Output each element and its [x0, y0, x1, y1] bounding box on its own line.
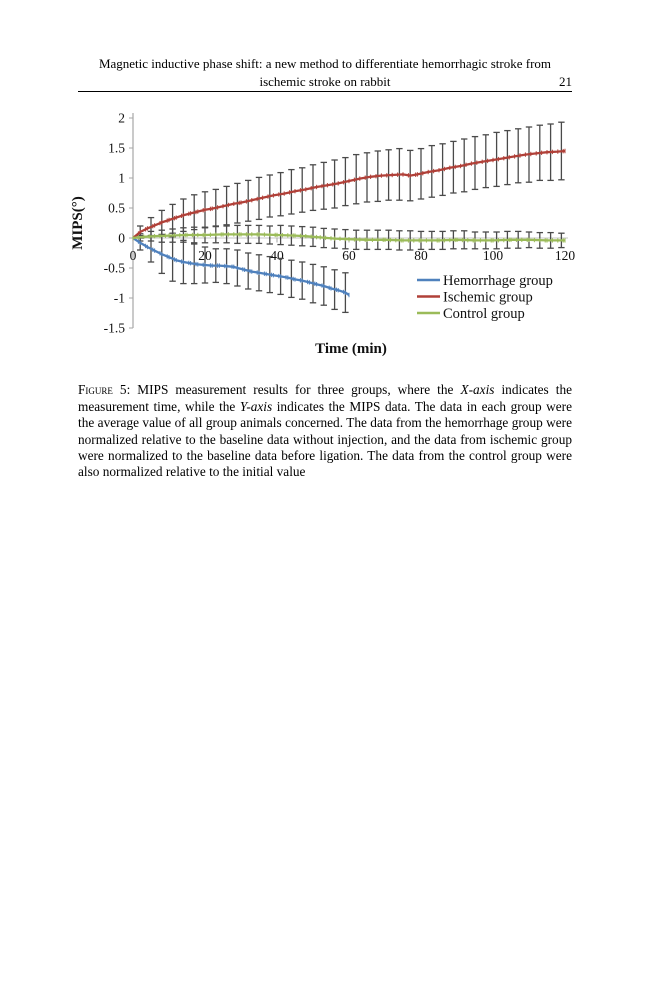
x-tick-label: 0	[129, 248, 137, 263]
figure-caption	[78, 382, 572, 480]
caption-segment: indicates the MIPS data. The data in each group were the average value of all group animals concerned. The data from the hemorrhage group were normalized relative to the baseline data without injection, and the data from ischemic group were normalized to the baseline data before ligation. The data from the control group were also normalized relative to the initial value	[78, 398, 572, 480]
y-tick-label: 1	[118, 170, 125, 186]
caption-segment: X-axis	[460, 382, 495, 398]
caption-segment: Figure	[78, 382, 113, 398]
x-tick-label: 60	[342, 248, 356, 263]
series-ischemic-group	[133, 149, 565, 240]
x-tick-label: 80	[414, 248, 428, 263]
y-tick-label: 2	[118, 110, 125, 126]
legend-label-hemorrhage-group: Hemorrhage group	[443, 272, 553, 289]
page-header	[78, 55, 572, 90]
error-bars-hemorrhage-group	[137, 235, 349, 312]
y-axis-ticks	[104, 111, 133, 336]
mips-chart-figure	[70, 103, 590, 363]
caption-segment: 5: MIPS measurement results for three groups, where the	[112, 382, 461, 398]
x-tick-label: 40	[270, 248, 284, 263]
header-rule	[78, 91, 572, 92]
x-axis-ticks	[130, 238, 576, 263]
y-tick-label: 1.5	[108, 140, 125, 156]
x-tick-label: 120	[554, 248, 576, 263]
y-tick-label: -0.5	[103, 260, 125, 276]
header-title-line-2-text: ischemic stroke on rabbit	[259, 73, 391, 89]
x-tick-label: 100	[482, 248, 504, 263]
header-title-line-2	[78, 73, 572, 91]
header-title-line-1: Magnetic inductive phase shift: a new method to differentiate hemorrhagic stroke from	[98, 56, 552, 71]
y-tick-label: -1.5	[103, 320, 125, 336]
chart-legend	[417, 273, 553, 322]
caption-segment: indicates the measurement time, while the	[78, 382, 573, 414]
legend-label-ischemic-group: Ischemic group	[443, 289, 533, 306]
y-tick-label: -1	[113, 290, 125, 306]
caption-segment: Y-axis	[239, 398, 273, 414]
page-number: 21	[559, 73, 572, 89]
series-hemorrhage-group	[133, 236, 349, 297]
series-control-group	[133, 232, 565, 242]
y-tick-label: 0	[118, 230, 125, 246]
x-axis-title: Time (min)	[315, 341, 387, 357]
y-tick-label: 0.5	[108, 200, 125, 216]
y-axis-title: MIPS(°)	[70, 196, 86, 250]
x-tick-label: 20	[198, 248, 212, 263]
series-line-hemorrhage-group	[133, 238, 349, 295]
series-line-ischemic-group	[133, 151, 565, 238]
legend-label-control-group: Control group	[443, 305, 525, 322]
